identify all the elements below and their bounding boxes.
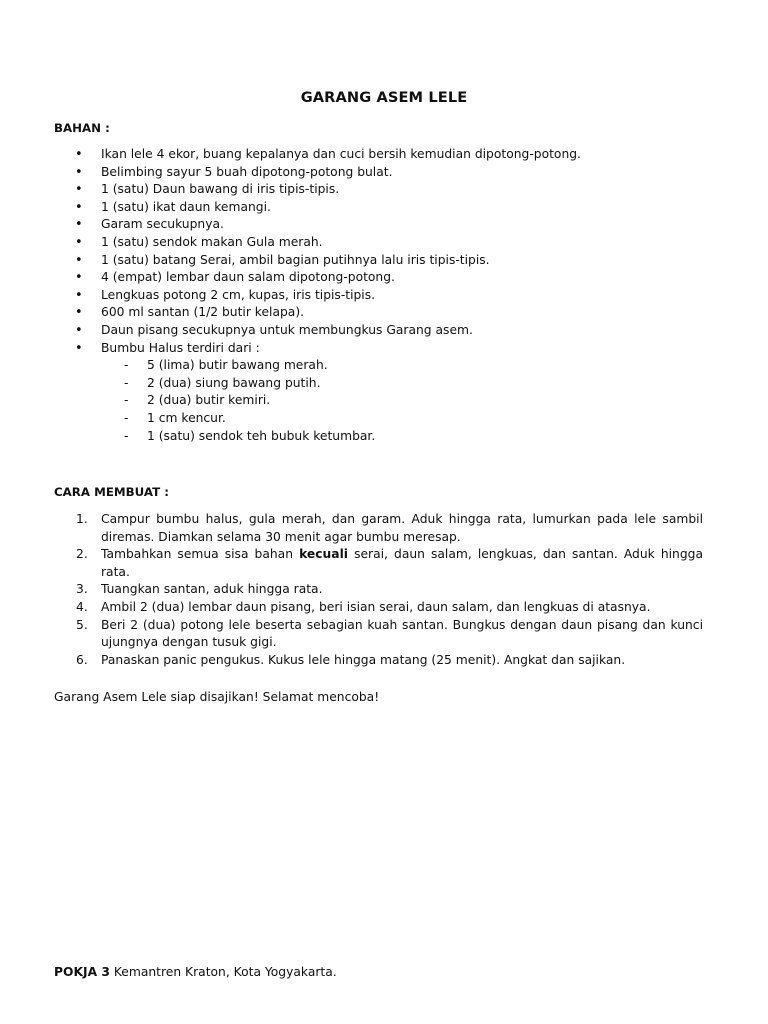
steps-list [0, 511, 768, 669]
list-item: • Bumbu Halus terdiri dari : [75, 340, 260, 356]
list-item: • Ikan lele 4 ekor, buang kepalanya dan cuci bersih kemudian dipotong-potong. [75, 147, 581, 162]
sub-list-item: - 2 (dua) butir kemiri. [0, 392, 581, 410]
bullet-icon: • [75, 147, 83, 162]
list-item: • 1 (satu) sendok makan Gula merah. [75, 234, 323, 250]
sub-list-item: - 2 (dua) siung bawang putih. [0, 375, 581, 393]
bullet-icon: • [75, 252, 83, 268]
bullet-icon: • [75, 234, 83, 250]
closing-text: Garang Asem Lele siap disajikan! Selamat mencoba! [54, 690, 380, 704]
step-item [0, 617, 768, 652]
bullet-icon: • [75, 270, 83, 286]
dash-icon: - [124, 375, 129, 390]
step-number: 6. [76, 652, 88, 667]
step-number: 3. [76, 582, 88, 597]
sub-list-container [0, 357, 581, 445]
step-text-post: serai, daun salam, lengkuas, dan santan. Aduk hingga rata. [101, 547, 703, 579]
step-item [0, 546, 768, 581]
list-item: • Belimbing sayur 5 buah dipotong-potong bulat. [75, 164, 393, 180]
bullet-icon: • [75, 217, 83, 233]
step-text-bold: kecuali [299, 547, 349, 562]
bullet-icon: • [75, 199, 83, 215]
step-number: 2. [76, 547, 88, 562]
step-item [0, 511, 768, 546]
step-text: Campur bumbu halus, gula merah, dan garam. Aduk hingga rata, lumurkan pada lele sambil diremas. Diamkan selama 30 menit agar bumbu meresap. [101, 512, 703, 544]
list-item: • 4 (empat) lembar daun salam dipotong-potong. [75, 270, 395, 286]
footer-location: Kemantren Kraton, Kota Yogyakarta. [109, 965, 337, 979]
bullet-icon: • [75, 322, 83, 338]
step-number: 1. [76, 512, 88, 526]
step-item [0, 652, 768, 670]
step-text-pre: Tambahkan semua sisa bahan [101, 547, 300, 562]
step-text: Panaskan panic pengukus. Kukus lele hingga matang (25 menit). Angkat dan sajikan. [101, 652, 626, 667]
bullet-icon: • [75, 340, 83, 356]
bullet-icon: • [75, 164, 83, 180]
page-title: GARANG ASEM LELE [300, 89, 468, 106]
footer-org: POKJA 3 [54, 965, 110, 979]
bullet-icon: • [75, 287, 83, 303]
list-item: • Lengkuas potong 2 cm, kupas, iris tipis-tipis. [75, 287, 376, 303]
bumbu-halus-list [0, 357, 581, 445]
bullet-icon: • [75, 305, 83, 321]
list-item: • 600 ml santan (1/2 butir kelapa). [75, 305, 305, 321]
footer [54, 965, 337, 979]
list-item: • 1 (satu) Daun bawang di iris tipis-tipis. [75, 182, 340, 198]
list-item: • Daun pisang secukupnya untuk membungkus Garang asem. [75, 322, 473, 338]
step-item [0, 581, 768, 599]
cara-membuat-heading: CARA MEMBUAT : [54, 485, 169, 499]
step-number: 5. [76, 617, 88, 632]
step-text: Tuangkan santan, aduk hingga rata. [101, 582, 323, 597]
dash-icon: - [124, 358, 129, 373]
sub-list-item: - 5 (lima) butir bawang merah. [0, 357, 581, 375]
list-item: • 1 (satu) batang Serai, ambil bagian putihnya lalu iris tipis-tipis. [75, 252, 490, 268]
step-item [0, 599, 768, 617]
sub-list-item: - 1 cm kencur. [0, 410, 581, 428]
dash-icon: - [124, 393, 129, 408]
list-item: • Garam secukupnya. [75, 217, 224, 233]
list-item: • 1 (satu) ikat daun kemangi. [75, 199, 271, 215]
step-text: Beri 2 (dua) potong lele beserta sebagian kuah santan. Bungkus dengan daun pisang dan kunci ujungnya dengan tusuk gigi. [101, 617, 703, 650]
dash-icon: - [124, 410, 129, 425]
step-number: 4. [76, 599, 88, 614]
bullet-icon: • [75, 182, 83, 198]
ingredients-list [0, 146, 581, 445]
bahan-heading: BAHAN : [54, 121, 110, 135]
step-text: Ambil 2 (dua) lembar daun pisang, beri isian serai, daun salam, dan lengkuas di atasnya. [101, 599, 651, 614]
sub-list-item: - 1 (satu) sendok teh bubuk ketumbar. [0, 428, 581, 446]
dash-icon: - [124, 428, 129, 443]
